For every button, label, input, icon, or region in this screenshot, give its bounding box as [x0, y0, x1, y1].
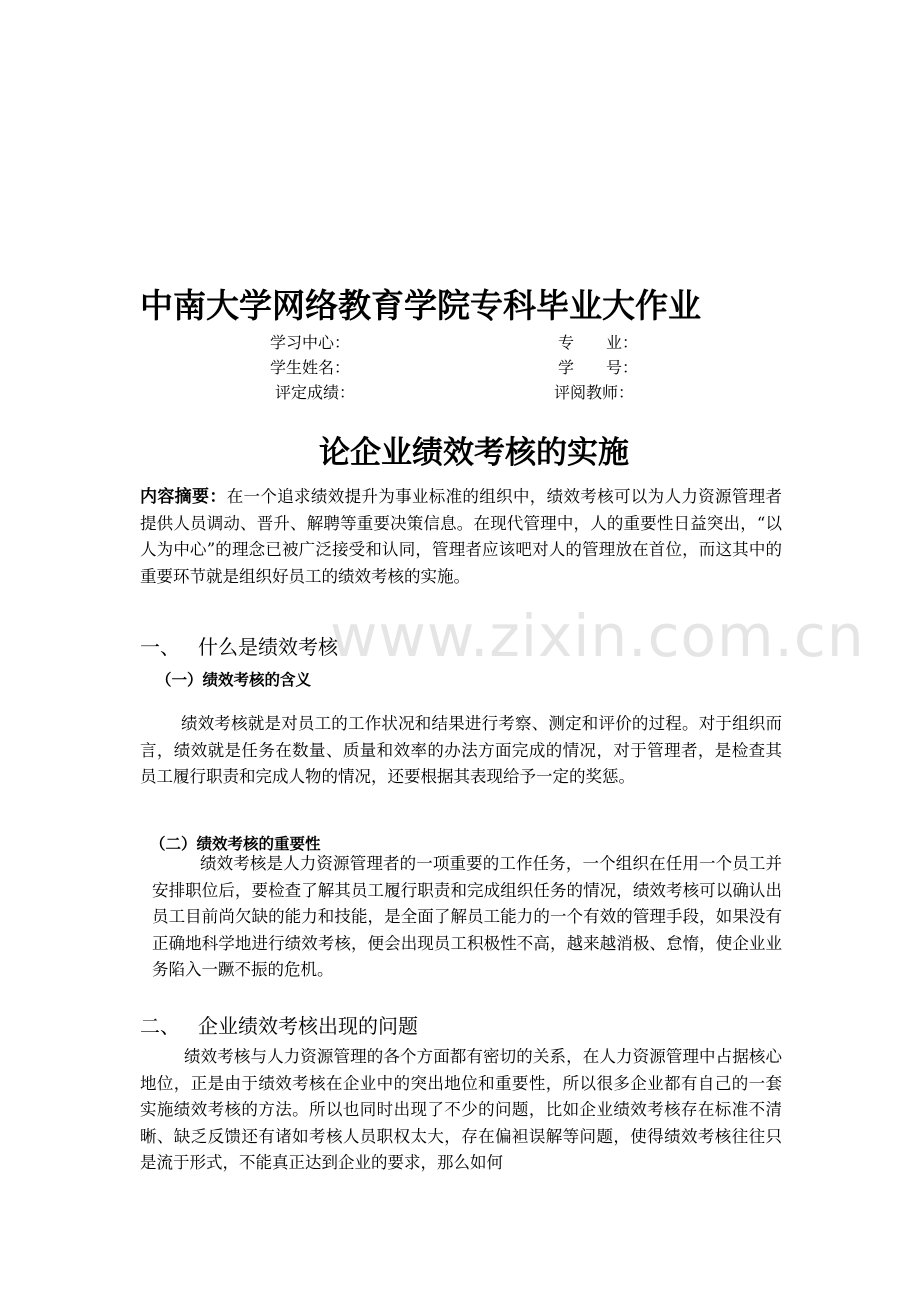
section-1-number: 一、	[140, 635, 180, 659]
section-1-1-paragraph: 绩效考核就是对员工的工作状况和结果进行考察、测定和评价的过程。对于组织而言，绩效就是任务在数量、质量和效率的办法方面完成的情况，对于管理者，是检查其员工履行职责和完成人物的情况，还要根据其表现给予一定的奖惩。	[140, 714, 782, 786]
section-1-1-heading: （一）绩效考核的含义	[156, 671, 312, 689]
student-id-label: 学 号：	[558, 358, 639, 377]
major-label: 专 业：	[558, 333, 639, 352]
student-name-label: 学生姓名：	[270, 358, 351, 377]
section-1-2-heading: （二）绩效考核的重要性	[150, 835, 321, 853]
section-1-heading	[140, 631, 338, 660]
abstract-paragraph	[140, 484, 782, 590]
document-title: 中南大学网络教育学院专科毕业大作业	[140, 286, 701, 325]
watermark: www.zixin.com.cn	[330, 602, 865, 670]
section-1-2-paragraph: 绩效考核是人力资源管理者的一项重要的工作任务，一个组织在任用一个员工并安排职位后，要检查了解其员工履行职责和完成组织任务的情况，绩效考核可以确认出员工目前尚欠缺的能力和技能，是全面了解员工能力的一个有效的管理手段，如果没有正确地科学地进行绩效考核，便会出现员工积极性不高，越来越消极、怠惰，使企业业务陷入一蹶不振的危机。	[152, 854, 782, 979]
teacher-label: 评阅教师：	[554, 383, 635, 402]
grade-label: 评定成绩：	[275, 383, 356, 402]
section-2-number: 二、	[140, 1014, 180, 1038]
abstract-text: 在一个追求绩效提升为事业标准的组织中，绩效考核可以为人力资源管理者提供人员调动、晋升、解聘等重要决策信息。在现代管理中，人的重要性日益突出，“以人为中心”的理念已被广泛接受和认同，管理者应该吧对人的管理放在首位，而这其中的重要环节就是组织好员工的绩效考核的实施。	[140, 487, 783, 586]
abstract-label: 内容摘要：	[140, 487, 227, 507]
section-2-paragraph: 绩效考核与人力资源管理的各个方面都有密切的关系，在人力资源管理中占据核心地位，正是由于绩效考核在企业中的突出地位和重要性，所以很多企业都有自己的一套实施绩效考核的方法。所以也同时出现了不少的问题，比如企业绩效考核存在标准不清晰、缺乏反馈还有诸如考核人员职权太大，存在偏袒误解等问题，使得绩效考核往往只是流于形式，不能真正达到企业的要求，那么如何	[140, 1047, 782, 1172]
study-center-label: 学习中心：	[270, 333, 351, 352]
section-2-heading	[140, 1010, 418, 1039]
section-1-title: 什么是绩效考核	[198, 635, 338, 659]
section-2-title: 企业绩效考核出现的问题	[198, 1014, 418, 1038]
essay-title: 论企业绩效考核的实施	[319, 435, 629, 471]
